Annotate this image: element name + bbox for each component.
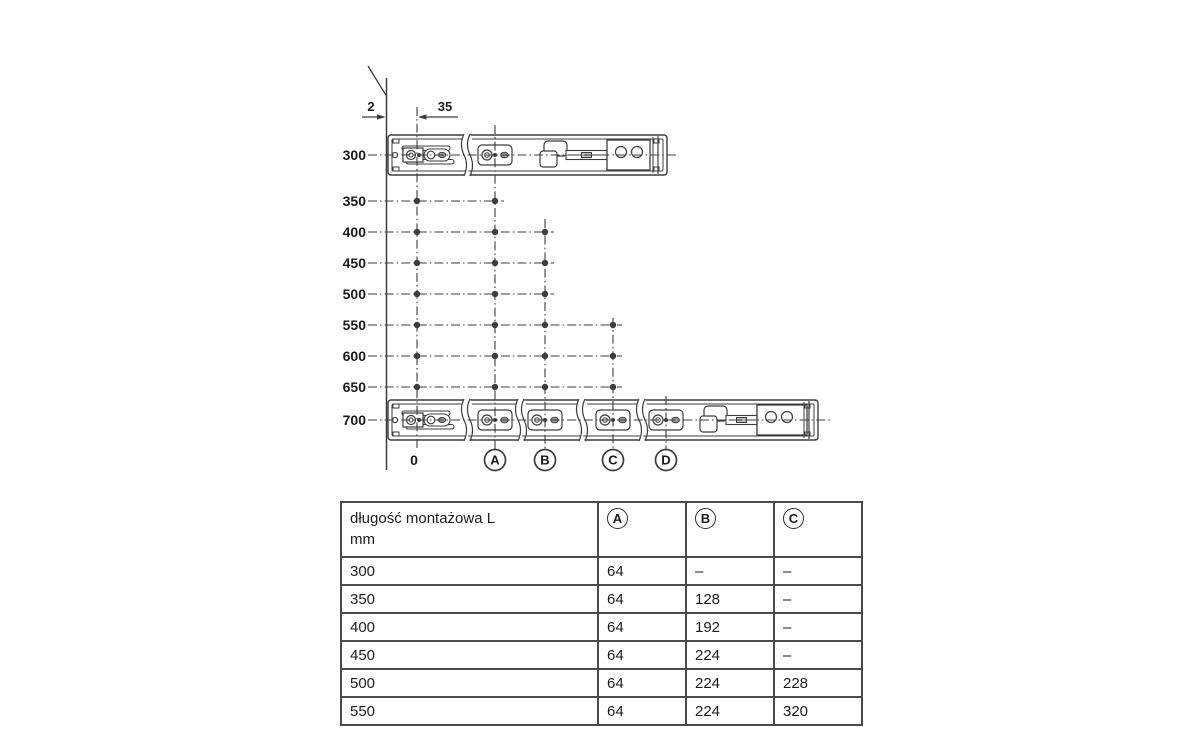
length-cell: 450 — [341, 641, 598, 669]
value-c-cell: – — [774, 613, 862, 641]
value-b-cell: 128 — [686, 585, 774, 613]
length-cell: 500 — [341, 669, 598, 697]
value-a-cell: 64 — [598, 641, 686, 669]
value-c-cell: – — [774, 641, 862, 669]
arrowhead-right — [377, 114, 386, 119]
value-b-cell: 224 — [686, 641, 774, 669]
grid-dot — [492, 260, 498, 266]
grid-dot — [414, 322, 420, 328]
marker-letter: B — [540, 452, 550, 468]
member-hole — [782, 412, 793, 423]
header-col-C — [774, 502, 862, 557]
value-a-cell: 64 — [598, 557, 686, 585]
row-label: 500 — [342, 286, 366, 302]
grid-dot — [492, 322, 498, 328]
header-length-label: długość montażowa L — [350, 510, 496, 527]
grid-dot — [414, 260, 420, 266]
spec-table-body — [341, 557, 862, 725]
column-marker-C — [603, 450, 624, 471]
value-a-cell: 64 — [598, 585, 686, 613]
value-b-cell: 224 — [686, 669, 774, 697]
row-label: 300 — [342, 147, 366, 163]
grid-dot — [542, 353, 548, 359]
column-marker-B — [535, 450, 556, 471]
row-label: 450 — [342, 255, 366, 271]
grid-dot — [414, 229, 420, 235]
header-length — [341, 502, 598, 557]
circled-letter-C: C — [783, 508, 804, 529]
row-label: 600 — [342, 348, 366, 364]
grid-dot — [414, 384, 420, 390]
table-row — [341, 557, 862, 585]
row-label: 700 — [342, 412, 366, 428]
grid-dot — [492, 353, 498, 359]
member-hole — [632, 147, 643, 158]
table-row — [341, 613, 862, 641]
lever-bottom — [700, 416, 717, 432]
dim-35-label: 35 — [437, 99, 453, 114]
lever-bottom — [540, 151, 557, 167]
marker-zero: 0 — [410, 452, 418, 468]
spec-table — [340, 501, 863, 726]
grid-dot — [610, 353, 616, 359]
table-header-row — [341, 502, 862, 557]
grid-dot — [610, 384, 616, 390]
marker-letter: C — [608, 452, 618, 468]
header-unit-label: mm — [350, 531, 375, 548]
dimension-2 — [362, 99, 386, 120]
value-b-cell: 224 — [686, 697, 774, 725]
member-hole — [766, 412, 777, 423]
column-marker-D — [656, 450, 677, 471]
value-a-cell: 64 — [598, 613, 686, 641]
header-col-B — [686, 502, 774, 557]
dim-2-label: 2 — [367, 99, 375, 114]
grid-dot — [492, 198, 498, 204]
value-b-cell: – — [686, 557, 774, 585]
grid-dot — [610, 322, 616, 328]
grid-dot — [492, 384, 498, 390]
grid-dot — [542, 260, 548, 266]
row-label: 350 — [342, 193, 366, 209]
circled-letter-A: A — [607, 508, 628, 529]
member-hole — [616, 147, 627, 158]
length-cell: 300 — [341, 557, 598, 585]
grid-dot — [414, 291, 420, 297]
value-b-cell: 192 — [686, 613, 774, 641]
table-row — [341, 669, 862, 697]
row-label: 400 — [342, 224, 366, 240]
cabinet-edge-diagonal — [368, 66, 387, 96]
grid-dot — [542, 229, 548, 235]
value-a-cell: 64 — [598, 669, 686, 697]
circled-letter-B: B — [695, 508, 716, 529]
marker-letter: D — [661, 452, 671, 468]
marker-letter: A — [490, 452, 500, 468]
arrowhead-left — [418, 114, 427, 119]
grid-dot — [414, 353, 420, 359]
value-a-cell: 64 — [598, 697, 686, 725]
table-row — [341, 697, 862, 725]
value-c-cell: 320 — [774, 697, 862, 725]
length-cell: 400 — [341, 613, 598, 641]
value-c-cell: 228 — [774, 669, 862, 697]
row-label: 650 — [342, 379, 366, 395]
value-c-cell: – — [774, 585, 862, 613]
length-cell: 550 — [341, 697, 598, 725]
header-col-A — [598, 502, 686, 557]
grid-dot — [542, 322, 548, 328]
table-row — [341, 585, 862, 613]
row-label: 550 — [342, 317, 366, 333]
table-row — [341, 641, 862, 669]
column-marker-0 — [410, 452, 418, 468]
value-c-cell: – — [774, 557, 862, 585]
column-marker-A — [485, 450, 506, 471]
grid-dot — [542, 384, 548, 390]
grid-dot — [414, 198, 420, 204]
grid-dot — [492, 291, 498, 297]
grid-dot — [492, 229, 498, 235]
dimension-35 — [418, 99, 458, 120]
length-cell: 350 — [341, 585, 598, 613]
grid-dot — [542, 291, 548, 297]
